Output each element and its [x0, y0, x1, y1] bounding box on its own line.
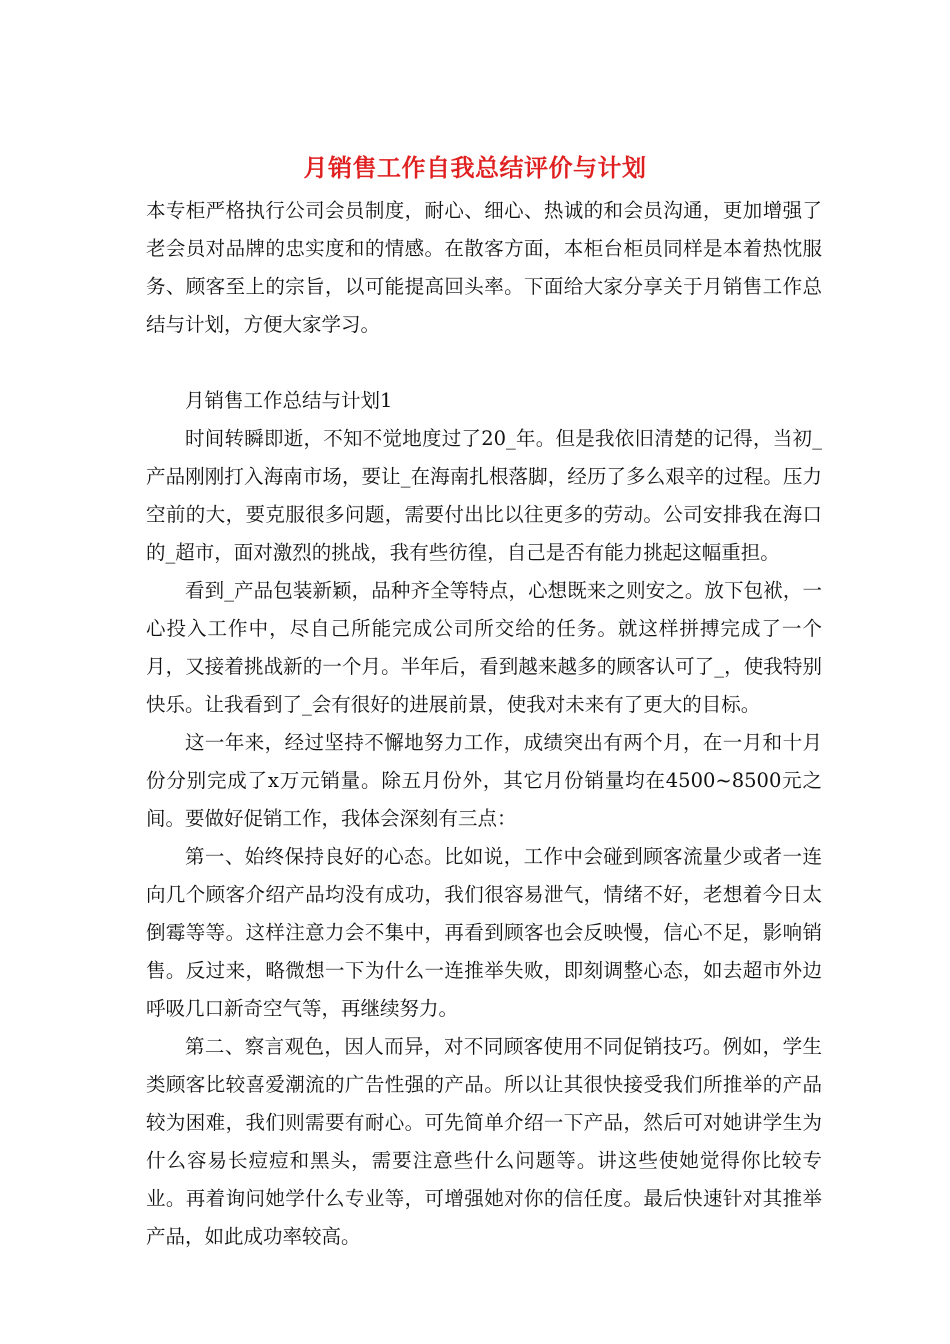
body-paragraph: 看到_产品包装新颖，品种齐全等特点，心想既来之则安之。放下包袱，一心投入工作中，尽自己所能完成公司所交给的任务。就这样拼搏完成了一个月，又接着挑战新的一个月。半年后，看到越来越多的顾客认可了_，使我特别快乐。让我看到了_会有很好的进展前景，使我对未来有了更大的目标。	[146, 579, 822, 716]
intro-paragraph: 本专柜严格执行公司会员制度，耐心、细心、热诚的和会员沟通，更加增强了老会员对品牌的忠实度和的情感。在散客方面，本柜台柜员同样是本着热忱服务、顾客至上的宗旨，以可能提高回头率。下面给大家分享关于月销售工作总结与计划，方便大家学习。	[146, 199, 822, 336]
paragraph-spacer	[146, 344, 822, 382]
document-body	[146, 192, 822, 1256]
body-paragraph: 这一年来，经过坚持不懈地努力工作，成绩突出有两个月，在一月和十月份分别完成了x万元销量。除五月份外，其它月份销量均在4500~8500元之间。要做好促销工作，我体会深刻有三点：	[146, 731, 822, 830]
body-paragraph: 第二、察言观色，因人而异，对不同顾客使用不同促销技巧。例如，学生类顾客比较喜爱潮流的广告性强的产品。所以让其很快接受我们所推举的产品较为困难，我们则需要有耐心。可先简单介绍一下产品，然后可对她讲学生为什么容易长痘痘和黑头，需要注意些什么问题等。讲这些使她觉得你比较专业。再着询问她学什么专业等，可增强她对你的信任度。最后快速针对其推举产品，如此成功率较高。	[146, 1035, 822, 1248]
body-paragraph: 第一、始终保持良好的心态。比如说，工作中会碰到顾客流量少或者一连向几个顾客介绍产品均没有成功，我们很容易泄气，情绪不好，老想着今日太倒霉等等。这样注意力会不集中，再看到顾客也会反映慢，信心不足，影响销售。反过来，略微想一下为什么一连推举失败，即刻调整心态，如去超市外边呼吸几口新奇空气等，再继续努力。	[146, 845, 822, 1020]
body-paragraph: 时间转瞬即逝，不知不觉地度过了20_年。但是我依旧清楚的记得，当初_产品刚刚打入海南市场，要让_在海南扎根落脚，经历了多么艰辛的过程。压力空前的大，要克服很多问题，需要付出比以往更多的劳动。公司安排我在海口的_超市，面对激烈的挑战，我有些彷徨，自己是否有能力挑起这幅重担。	[146, 427, 822, 564]
section-heading: 月销售工作总结与计划1	[185, 389, 393, 412]
document-title: 月销售工作自我总结评价与计划	[303, 153, 647, 182]
